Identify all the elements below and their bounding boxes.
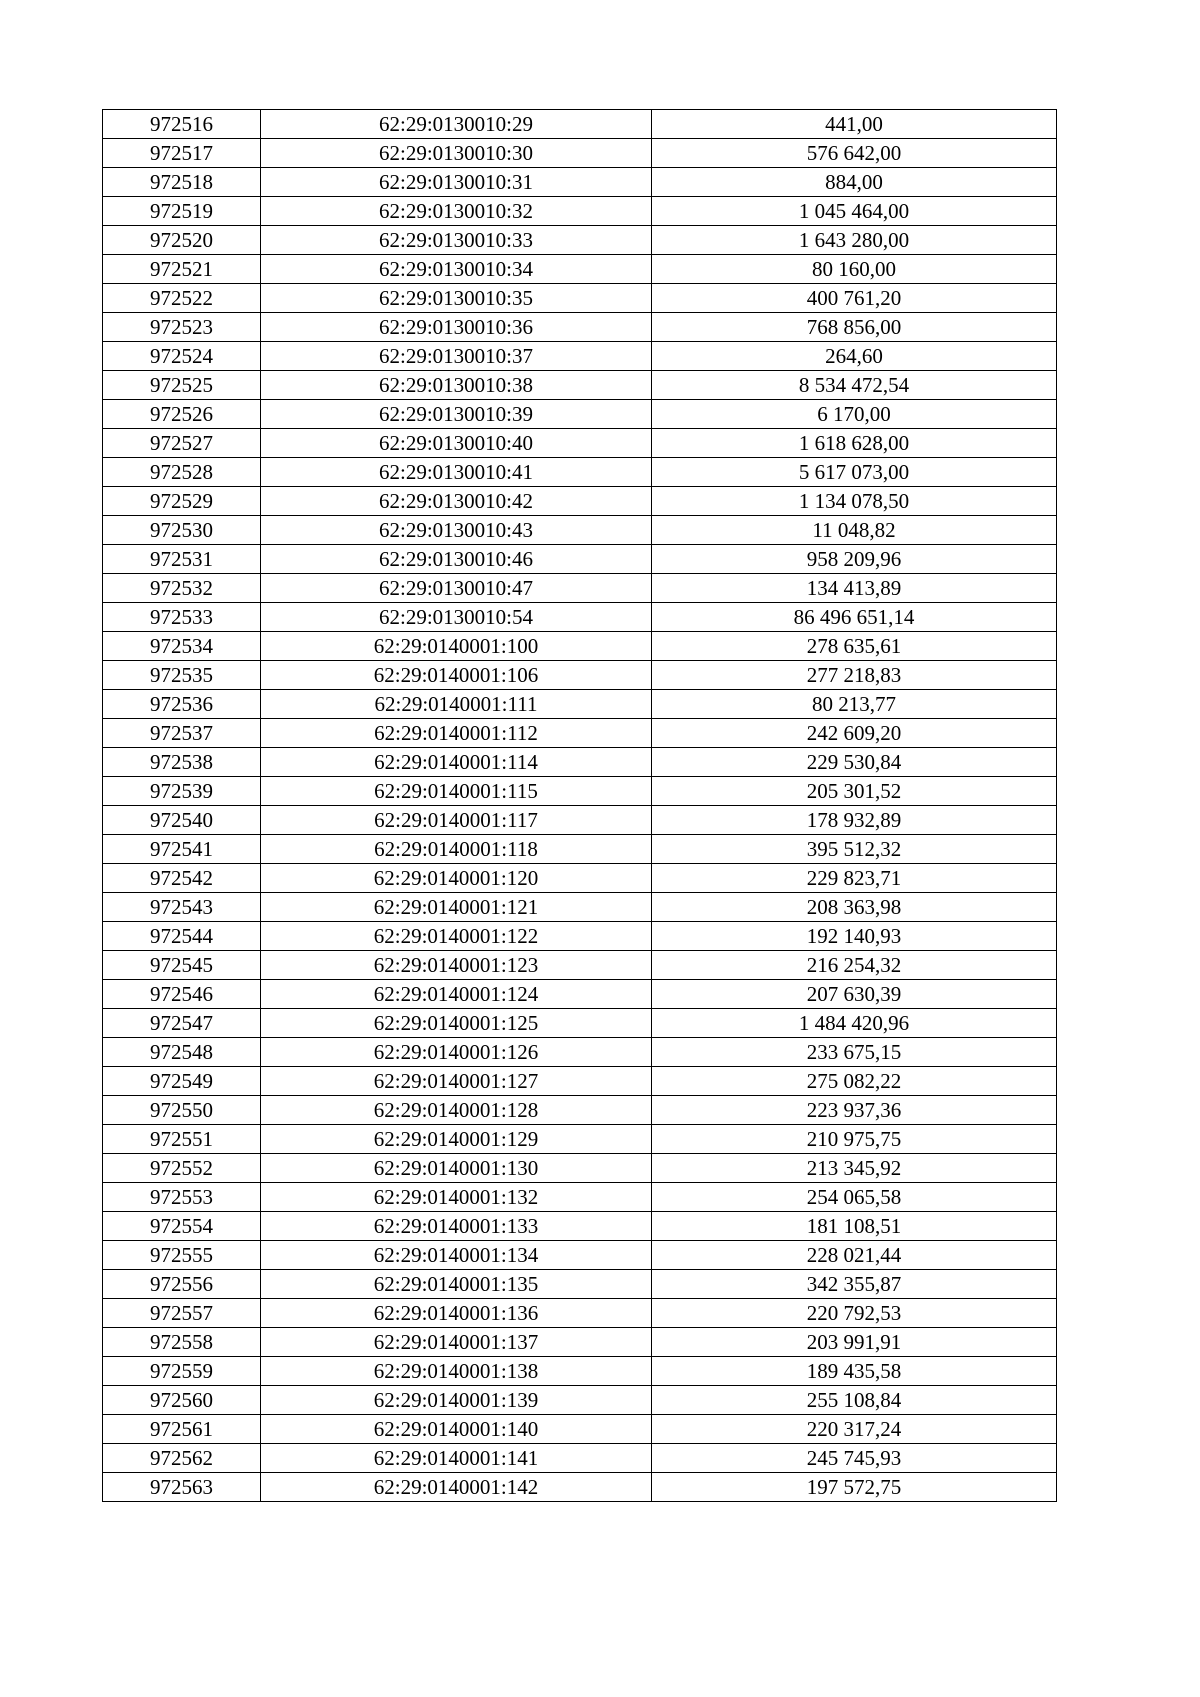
cadastral-number-cell: 62:29:0140001:114	[261, 748, 652, 777]
table-row	[103, 1357, 1057, 1386]
value-cell: 254 065,58	[652, 1183, 1057, 1212]
table-row	[103, 574, 1057, 603]
value-cell: 245 745,93	[652, 1444, 1057, 1473]
table-row	[103, 806, 1057, 835]
row-number-cell: 972520	[103, 226, 261, 255]
cadastral-number-cell: 62:29:0140001:106	[261, 661, 652, 690]
table-row	[103, 1067, 1057, 1096]
row-number-cell: 972527	[103, 429, 261, 458]
table-row	[103, 661, 1057, 690]
table-row	[103, 1125, 1057, 1154]
value-cell: 210 975,75	[652, 1125, 1057, 1154]
table-row	[103, 1444, 1057, 1473]
row-number-cell: 972554	[103, 1212, 261, 1241]
cadastral-number-cell: 62:29:0140001:121	[261, 893, 652, 922]
cadastral-value-table	[102, 109, 1057, 1502]
row-number-cell: 972560	[103, 1386, 261, 1415]
row-number-cell: 972556	[103, 1270, 261, 1299]
row-number-cell: 972539	[103, 777, 261, 806]
row-number-cell: 972522	[103, 284, 261, 313]
value-cell: 275 082,22	[652, 1067, 1057, 1096]
value-cell: 884,00	[652, 168, 1057, 197]
table-row	[103, 1299, 1057, 1328]
value-cell: 1 643 280,00	[652, 226, 1057, 255]
cadastral-number-cell: 62:29:0140001:117	[261, 806, 652, 835]
cadastral-number-cell: 62:29:0140001:141	[261, 1444, 652, 1473]
row-number-cell: 972525	[103, 371, 261, 400]
value-cell: 6 170,00	[652, 400, 1057, 429]
value-cell: 255 108,84	[652, 1386, 1057, 1415]
value-cell: 958 209,96	[652, 545, 1057, 574]
table-row	[103, 719, 1057, 748]
row-number-cell: 972540	[103, 806, 261, 835]
row-number-cell: 972532	[103, 574, 261, 603]
cadastral-number-cell: 62:29:0130010:31	[261, 168, 652, 197]
row-number-cell: 972542	[103, 864, 261, 893]
value-cell: 8 534 472,54	[652, 371, 1057, 400]
row-number-cell: 972537	[103, 719, 261, 748]
table-row	[103, 864, 1057, 893]
row-number-cell: 972531	[103, 545, 261, 574]
table-row	[103, 487, 1057, 516]
value-cell: 1 045 464,00	[652, 197, 1057, 226]
cadastral-number-cell: 62:29:0140001:111	[261, 690, 652, 719]
row-number-cell: 972548	[103, 1038, 261, 1067]
cadastral-number-cell: 62:29:0130010:47	[261, 574, 652, 603]
cadastral-number-cell: 62:29:0140001:140	[261, 1415, 652, 1444]
row-number-cell: 972555	[103, 1241, 261, 1270]
row-number-cell: 972547	[103, 1009, 261, 1038]
value-cell: 1 134 078,50	[652, 487, 1057, 516]
row-number-cell: 972530	[103, 516, 261, 545]
cadastral-number-cell: 62:29:0140001:132	[261, 1183, 652, 1212]
value-cell: 5 617 073,00	[652, 458, 1057, 487]
value-cell: 181 108,51	[652, 1212, 1057, 1241]
cadastral-number-cell: 62:29:0130010:43	[261, 516, 652, 545]
table-row	[103, 1154, 1057, 1183]
row-number-cell: 972541	[103, 835, 261, 864]
row-number-cell: 972549	[103, 1067, 261, 1096]
value-cell: 242 609,20	[652, 719, 1057, 748]
value-cell: 1 484 420,96	[652, 1009, 1057, 1038]
cadastral-number-cell: 62:29:0130010:33	[261, 226, 652, 255]
row-number-cell: 972523	[103, 313, 261, 342]
cadastral-number-cell: 62:29:0140001:120	[261, 864, 652, 893]
row-number-cell: 972546	[103, 980, 261, 1009]
table-row	[103, 110, 1057, 139]
value-cell: 80 213,77	[652, 690, 1057, 719]
table-row	[103, 313, 1057, 342]
cadastral-number-cell: 62:29:0140001:112	[261, 719, 652, 748]
cadastral-number-cell: 62:29:0140001:130	[261, 1154, 652, 1183]
cadastral-number-cell: 62:29:0140001:137	[261, 1328, 652, 1357]
table-row	[103, 226, 1057, 255]
table-row	[103, 545, 1057, 574]
row-number-cell: 972528	[103, 458, 261, 487]
row-number-cell: 972557	[103, 1299, 261, 1328]
cadastral-number-cell: 62:29:0140001:124	[261, 980, 652, 1009]
row-number-cell: 972559	[103, 1357, 261, 1386]
cadastral-number-cell: 62:29:0130010:41	[261, 458, 652, 487]
value-cell: 134 413,89	[652, 574, 1057, 603]
table-row	[103, 284, 1057, 313]
table-row	[103, 690, 1057, 719]
cadastral-number-cell: 62:29:0130010:46	[261, 545, 652, 574]
table-row	[103, 1096, 1057, 1125]
value-cell: 197 572,75	[652, 1473, 1057, 1502]
value-cell: 11 048,82	[652, 516, 1057, 545]
value-cell: 213 345,92	[652, 1154, 1057, 1183]
row-number-cell: 972518	[103, 168, 261, 197]
value-cell: 768 856,00	[652, 313, 1057, 342]
table-row	[103, 458, 1057, 487]
table-row	[103, 1328, 1057, 1357]
cadastral-number-cell: 62:29:0140001:133	[261, 1212, 652, 1241]
value-cell: 441,00	[652, 110, 1057, 139]
value-cell: 342 355,87	[652, 1270, 1057, 1299]
table-row	[103, 516, 1057, 545]
table-row	[103, 197, 1057, 226]
cadastral-number-cell: 62:29:0130010:38	[261, 371, 652, 400]
table-body	[103, 110, 1057, 1502]
cadastral-number-cell: 62:29:0130010:32	[261, 197, 652, 226]
row-number-cell: 972538	[103, 748, 261, 777]
table-row	[103, 632, 1057, 661]
table-row	[103, 1415, 1057, 1444]
table-row	[103, 400, 1057, 429]
row-number-cell: 972524	[103, 342, 261, 371]
row-number-cell: 972516	[103, 110, 261, 139]
row-number-cell: 972550	[103, 1096, 261, 1125]
cadastral-number-cell: 62:29:0130010:42	[261, 487, 652, 516]
table-row	[103, 951, 1057, 980]
table-row	[103, 139, 1057, 168]
value-cell: 178 932,89	[652, 806, 1057, 835]
value-cell: 277 218,83	[652, 661, 1057, 690]
cadastral-number-cell: 62:29:0140001:142	[261, 1473, 652, 1502]
cadastral-number-cell: 62:29:0130010:30	[261, 139, 652, 168]
table-row	[103, 893, 1057, 922]
row-number-cell: 972533	[103, 603, 261, 632]
table-row	[103, 1183, 1057, 1212]
cadastral-number-cell: 62:29:0140001:139	[261, 1386, 652, 1415]
row-number-cell: 972562	[103, 1444, 261, 1473]
row-number-cell: 972544	[103, 922, 261, 951]
value-cell: 400 761,20	[652, 284, 1057, 313]
row-number-cell: 972552	[103, 1154, 261, 1183]
value-cell: 86 496 651,14	[652, 603, 1057, 632]
cadastral-number-cell: 62:29:0130010:40	[261, 429, 652, 458]
cadastral-number-cell: 62:29:0140001:127	[261, 1067, 652, 1096]
table-row	[103, 1009, 1057, 1038]
value-cell: 229 530,84	[652, 748, 1057, 777]
cadastral-number-cell: 62:29:0140001:122	[261, 922, 652, 951]
table-row	[103, 1241, 1057, 1270]
row-number-cell: 972517	[103, 139, 261, 168]
cadastral-number-cell: 62:29:0130010:29	[261, 110, 652, 139]
value-cell: 229 823,71	[652, 864, 1057, 893]
row-number-cell: 972558	[103, 1328, 261, 1357]
row-number-cell: 972561	[103, 1415, 261, 1444]
cadastral-number-cell: 62:29:0140001:134	[261, 1241, 652, 1270]
table-row	[103, 1212, 1057, 1241]
value-cell: 576 642,00	[652, 139, 1057, 168]
value-cell: 278 635,61	[652, 632, 1057, 661]
row-number-cell: 972526	[103, 400, 261, 429]
cadastral-number-cell: 62:29:0140001:123	[261, 951, 652, 980]
value-cell: 216 254,32	[652, 951, 1057, 980]
value-cell: 189 435,58	[652, 1357, 1057, 1386]
table-row	[103, 371, 1057, 400]
row-number-cell: 972551	[103, 1125, 261, 1154]
value-cell: 1 618 628,00	[652, 429, 1057, 458]
table-row	[103, 748, 1057, 777]
row-number-cell: 972553	[103, 1183, 261, 1212]
row-number-cell: 972563	[103, 1473, 261, 1502]
table-row	[103, 603, 1057, 632]
cadastral-number-cell: 62:29:0140001:138	[261, 1357, 652, 1386]
table-row	[103, 429, 1057, 458]
value-cell: 228 021,44	[652, 1241, 1057, 1270]
row-number-cell: 972529	[103, 487, 261, 516]
cadastral-number-cell: 62:29:0140001:100	[261, 632, 652, 661]
row-number-cell: 972534	[103, 632, 261, 661]
value-cell: 192 140,93	[652, 922, 1057, 951]
cadastral-number-cell: 62:29:0130010:34	[261, 255, 652, 284]
value-cell: 264,60	[652, 342, 1057, 371]
table-row	[103, 980, 1057, 1009]
value-cell: 220 317,24	[652, 1415, 1057, 1444]
row-number-cell: 972545	[103, 951, 261, 980]
cadastral-number-cell: 62:29:0140001:135	[261, 1270, 652, 1299]
cadastral-number-cell: 62:29:0140001:129	[261, 1125, 652, 1154]
table-row	[103, 1270, 1057, 1299]
table-row	[103, 922, 1057, 951]
cadastral-number-cell: 62:29:0130010:35	[261, 284, 652, 313]
table-row	[103, 168, 1057, 197]
value-cell: 233 675,15	[652, 1038, 1057, 1067]
table-row	[103, 835, 1057, 864]
cadastral-number-cell: 62:29:0140001:128	[261, 1096, 652, 1125]
table-row	[103, 342, 1057, 371]
cadastral-number-cell: 62:29:0130010:36	[261, 313, 652, 342]
value-cell: 395 512,32	[652, 835, 1057, 864]
value-cell: 203 991,91	[652, 1328, 1057, 1357]
row-number-cell: 972535	[103, 661, 261, 690]
value-cell: 205 301,52	[652, 777, 1057, 806]
table-row	[103, 1038, 1057, 1067]
value-cell: 220 792,53	[652, 1299, 1057, 1328]
value-cell: 223 937,36	[652, 1096, 1057, 1125]
cadastral-number-cell: 62:29:0140001:125	[261, 1009, 652, 1038]
table-row	[103, 1386, 1057, 1415]
table-row	[103, 777, 1057, 806]
cadastral-number-cell: 62:29:0130010:39	[261, 400, 652, 429]
table-row	[103, 1473, 1057, 1502]
cadastral-number-cell: 62:29:0130010:37	[261, 342, 652, 371]
value-cell: 80 160,00	[652, 255, 1057, 284]
row-number-cell: 972536	[103, 690, 261, 719]
row-number-cell: 972521	[103, 255, 261, 284]
cadastral-number-cell: 62:29:0140001:118	[261, 835, 652, 864]
cadastral-number-cell: 62:29:0140001:136	[261, 1299, 652, 1328]
cadastral-number-cell: 62:29:0140001:115	[261, 777, 652, 806]
cadastral-number-cell: 62:29:0140001:126	[261, 1038, 652, 1067]
value-cell: 207 630,39	[652, 980, 1057, 1009]
row-number-cell: 972519	[103, 197, 261, 226]
value-cell: 208 363,98	[652, 893, 1057, 922]
table-row	[103, 255, 1057, 284]
cadastral-number-cell: 62:29:0130010:54	[261, 603, 652, 632]
row-number-cell: 972543	[103, 893, 261, 922]
